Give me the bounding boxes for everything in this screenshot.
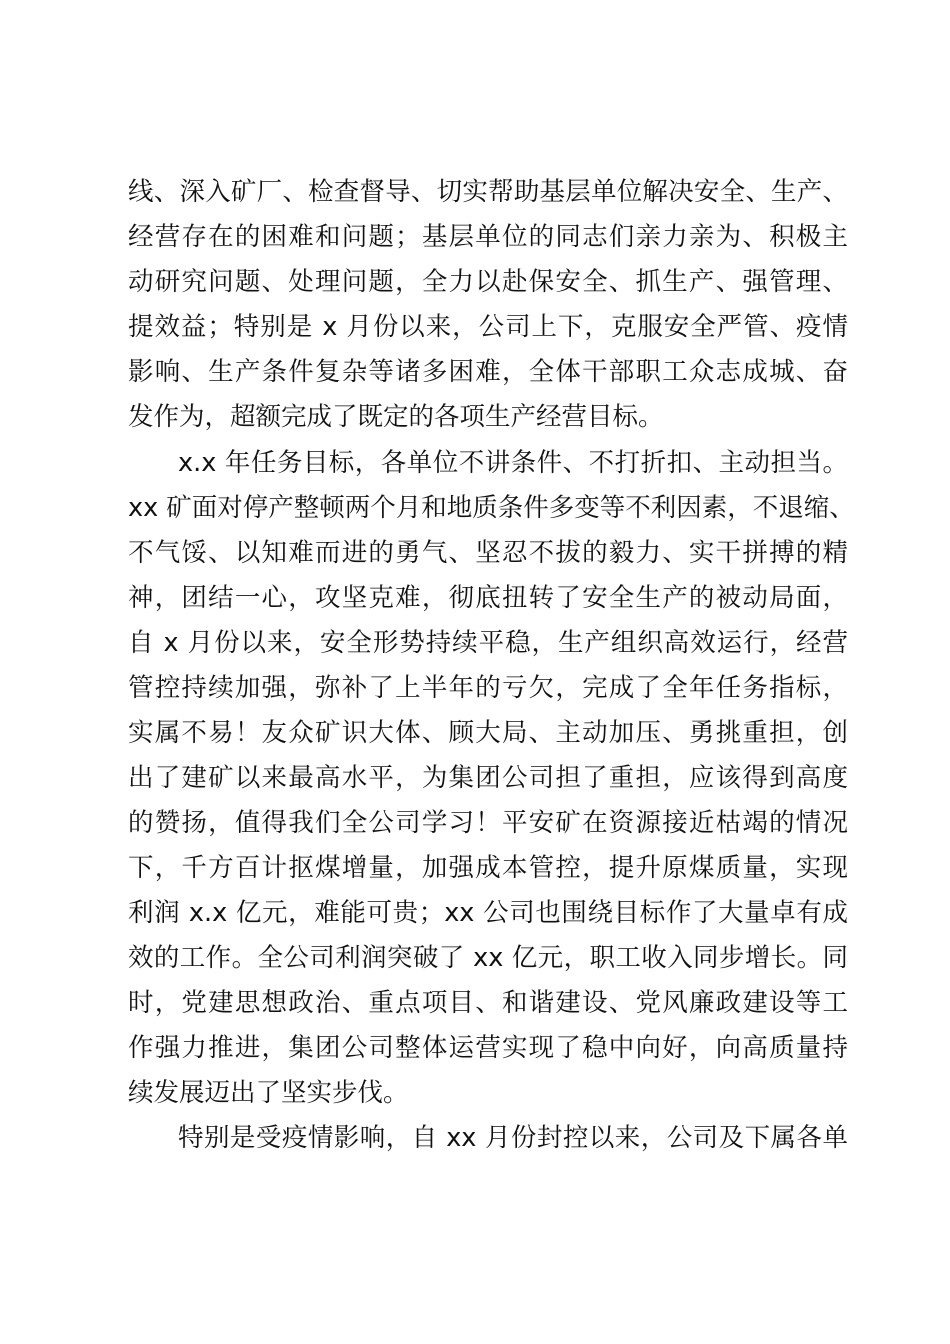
paragraph-1-line: 经营存在的困难和问题；基层单位的同志们亲力亲为、积极主 (128, 222, 848, 252)
paragraph-2 (128, 441, 855, 1116)
paragraph-1 (128, 170, 848, 440)
paragraph-2-line: 时，党建思想政治、重点项目、和谐建设、党风廉政建设等工 (128, 988, 848, 1018)
paragraph-2-line: 不气馁、以知难而进的勇气、坚忍不拔的毅力、实干拼搏的精 (128, 538, 848, 568)
paragraph-1-line: 提效益；特别是 x 月份以来，公司上下，克服安全严管、疫情 (128, 312, 848, 342)
paragraph-2-line: 神，团结一心，攻坚克难，彻底扭转了安全生产的被动局面， (128, 583, 848, 613)
paragraph-3-line: 特别是受疫情影响，自 xx 月份封控以来，公司及下属各单 (178, 1123, 848, 1153)
paragraph-2-line: x.x 年任务目标，各单位不讲条件、不打折扣、主动担当。 (178, 448, 848, 478)
paragraph-1-line: 发作为，超额完成了既定的各项生产经营目标。 (128, 402, 664, 432)
paragraph-3 (128, 1116, 848, 1161)
paragraph-2-line: 出了建矿以来最高水平，为集团公司担了重担，应该得到高度 (128, 763, 848, 793)
paragraph-2-line: 管控持续加强，弥补了上半年的亏欠，完成了全年任务指标， (128, 673, 848, 703)
paragraph-1-line: 线、深入矿厂、检查督导、切实帮助基层单位解决安全、生产、 (128, 177, 848, 207)
paragraph-2-line: 作强力推进，集团公司整体运营实现了稳中向好，向高质量持 (128, 1033, 848, 1063)
paragraph-1-line: 影响、生产条件复杂等诸多困难，全体干部职工众志成城、奋 (128, 357, 848, 387)
paragraph-2-line: 利润 x.x 亿元，难能可贵；xx 公司也围绕目标作了大量卓有成 (128, 898, 848, 928)
paragraph-2-line: 续发展迈出了坚实步伐。 (128, 1078, 409, 1108)
paragraph-2-line: 实属不易！友众矿识大体、顾大局、主动加压、勇挑重担，创 (128, 718, 848, 748)
paragraph-1-line: 动研究问题、处理问题，全力以赴保安全、抓生产、强管理、 (128, 267, 848, 297)
paragraph-2-line: 的赞扬，值得我们全公司学习！平安矿在资源接近枯竭的情况 (128, 808, 848, 838)
paragraph-2-line: 自 x 月份以来，安全形势持续平稳，生产组织高效运行，经营 (128, 628, 848, 658)
paragraph-2-line: 下，千方百计抠煤增量，加强成本管控，提升原煤质量，实现 (128, 853, 848, 883)
paragraph-2-line: xx 矿面对停产整顿两个月和地质条件多变等不利因素，不退缩、 (128, 493, 855, 523)
paragraph-2-line: 效的工作。全公司利润突破了 xx 亿元，职工收入同步增长。同 (128, 943, 848, 973)
